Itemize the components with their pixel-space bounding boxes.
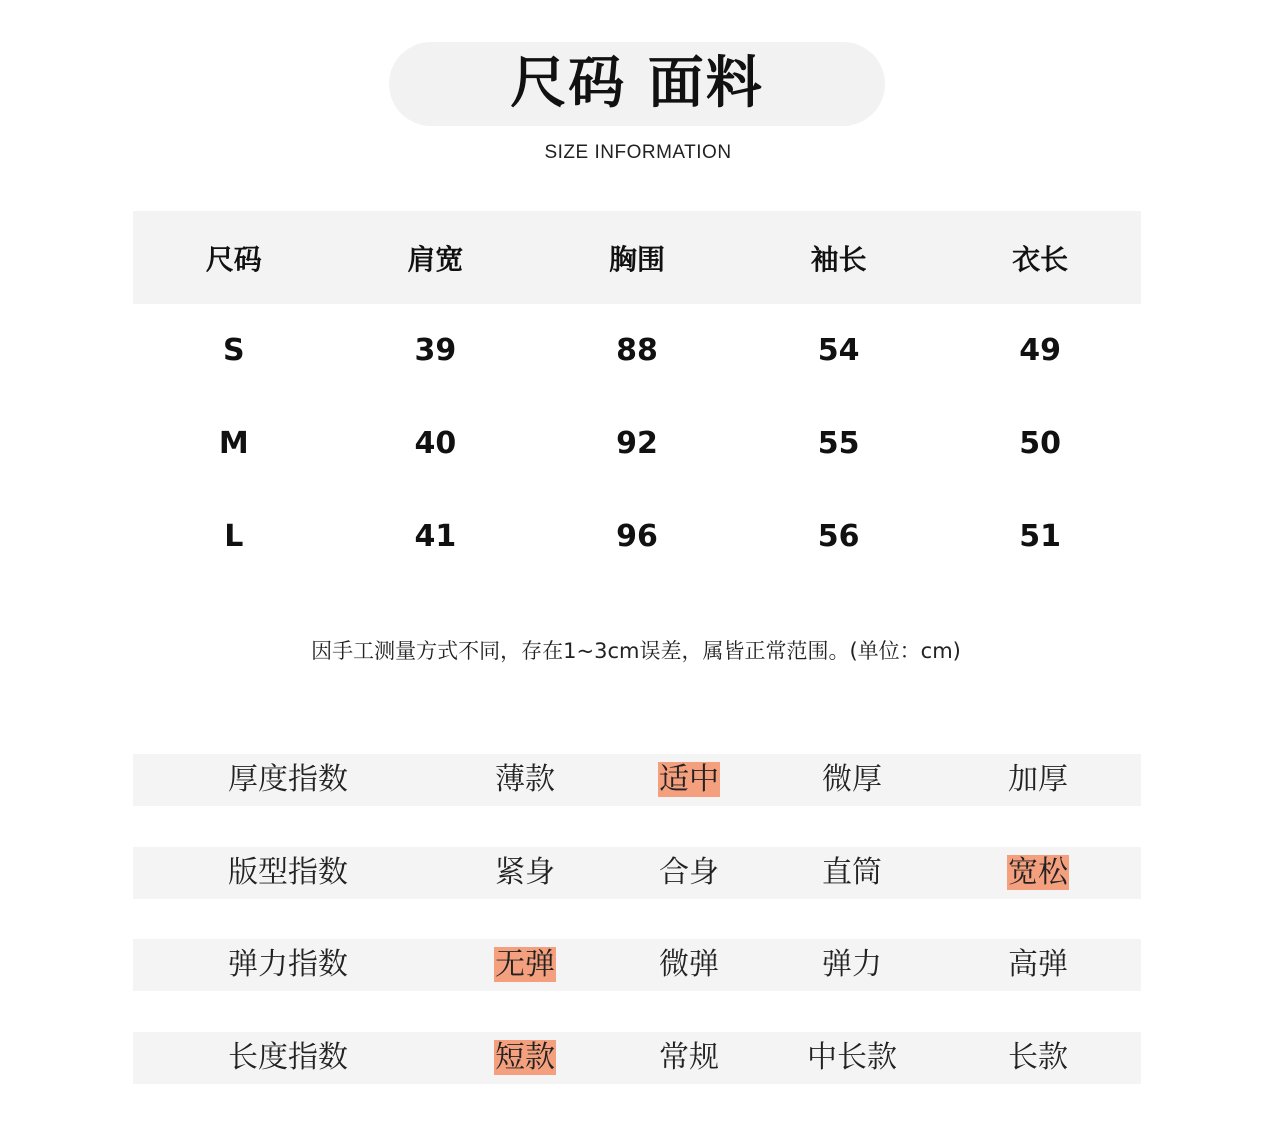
index-row-thickness bbox=[133, 754, 1141, 806]
table-row bbox=[133, 397, 1141, 490]
index-option-selected bbox=[494, 1032, 556, 1084]
index-label: 厚度指数 bbox=[228, 762, 348, 797]
index-option-selected bbox=[1007, 847, 1069, 899]
index-option-label: 常规 bbox=[659, 1040, 719, 1075]
size-table bbox=[133, 211, 1141, 583]
index-option bbox=[494, 754, 556, 806]
table-cell: 96 bbox=[616, 519, 658, 554]
index-option bbox=[821, 754, 883, 806]
index-option bbox=[658, 1032, 720, 1084]
table-cell: M bbox=[218, 426, 249, 461]
index-label: 弹力指数 bbox=[228, 947, 348, 982]
table-cell: 88 bbox=[616, 333, 658, 368]
title-pill bbox=[389, 42, 885, 126]
index-option-label: 长款 bbox=[1008, 1040, 1068, 1075]
table-cell: 40 bbox=[414, 426, 457, 461]
table-cell: 41 bbox=[414, 519, 457, 554]
page-title: 尺码 面料 bbox=[510, 51, 764, 116]
index-option-label: 适中 bbox=[659, 762, 719, 797]
measurement-note: 因手工测量方式不同，存在1~3cm误差，属皆正常范围。(单位：cm) bbox=[311, 639, 961, 663]
index-option bbox=[821, 939, 883, 991]
index-option-label: 加厚 bbox=[1008, 762, 1068, 797]
index-option-label: 短款 bbox=[495, 1040, 555, 1075]
index-option-label: 紧身 bbox=[495, 855, 555, 890]
index-option-label: 宽松 bbox=[1008, 855, 1068, 890]
table-cell: 51 bbox=[1019, 519, 1062, 554]
index-option bbox=[1007, 939, 1069, 991]
table-cell: 55 bbox=[817, 426, 860, 461]
index-option bbox=[806, 1032, 898, 1084]
table-cell: 50 bbox=[1019, 426, 1062, 461]
page-subtitle: SIZE INFORMATION bbox=[544, 142, 732, 163]
table-cell: 39 bbox=[414, 333, 457, 368]
index-option-selected bbox=[658, 754, 720, 806]
table-cell: L bbox=[224, 519, 244, 554]
header-cell-length: 衣长 bbox=[1012, 242, 1069, 276]
table-cell: 92 bbox=[616, 426, 658, 461]
header-cell-shoulder: 肩宽 bbox=[407, 242, 464, 276]
index-label: 版型指数 bbox=[228, 855, 348, 890]
index-row-fit bbox=[133, 847, 1141, 899]
index-option-label: 中长款 bbox=[807, 1040, 897, 1075]
index-option-label: 高弹 bbox=[1008, 947, 1068, 982]
index-row-length bbox=[133, 1032, 1141, 1084]
index-row-elasticity bbox=[133, 939, 1141, 991]
index-option-label: 弹力 bbox=[822, 947, 882, 982]
table-row bbox=[133, 304, 1141, 397]
index-option bbox=[1007, 754, 1069, 806]
index-option bbox=[658, 939, 720, 991]
size-table-header bbox=[133, 211, 1141, 304]
index-option-label: 微弹 bbox=[659, 947, 719, 982]
table-row bbox=[133, 490, 1141, 583]
header-cell-size: 尺码 bbox=[205, 242, 262, 276]
table-cell: S bbox=[222, 333, 245, 368]
table-cell: 56 bbox=[817, 519, 860, 554]
table-cell: 54 bbox=[817, 333, 860, 368]
index-option-label: 薄款 bbox=[495, 762, 555, 797]
index-label: 长度指数 bbox=[228, 1040, 348, 1075]
index-option bbox=[494, 847, 556, 899]
index-option-selected bbox=[494, 939, 556, 991]
index-option bbox=[658, 847, 720, 899]
index-option-label: 合身 bbox=[659, 855, 719, 890]
index-option-label: 微厚 bbox=[822, 762, 882, 797]
index-option bbox=[1007, 1032, 1069, 1084]
index-option-label: 无弹 bbox=[495, 947, 555, 982]
index-option bbox=[821, 847, 883, 899]
index-option-label: 直筒 bbox=[822, 855, 882, 890]
header-cell-chest: 胸围 bbox=[608, 242, 665, 276]
header-cell-sleeve: 袖长 bbox=[810, 242, 867, 276]
table-cell: 49 bbox=[1019, 333, 1062, 368]
